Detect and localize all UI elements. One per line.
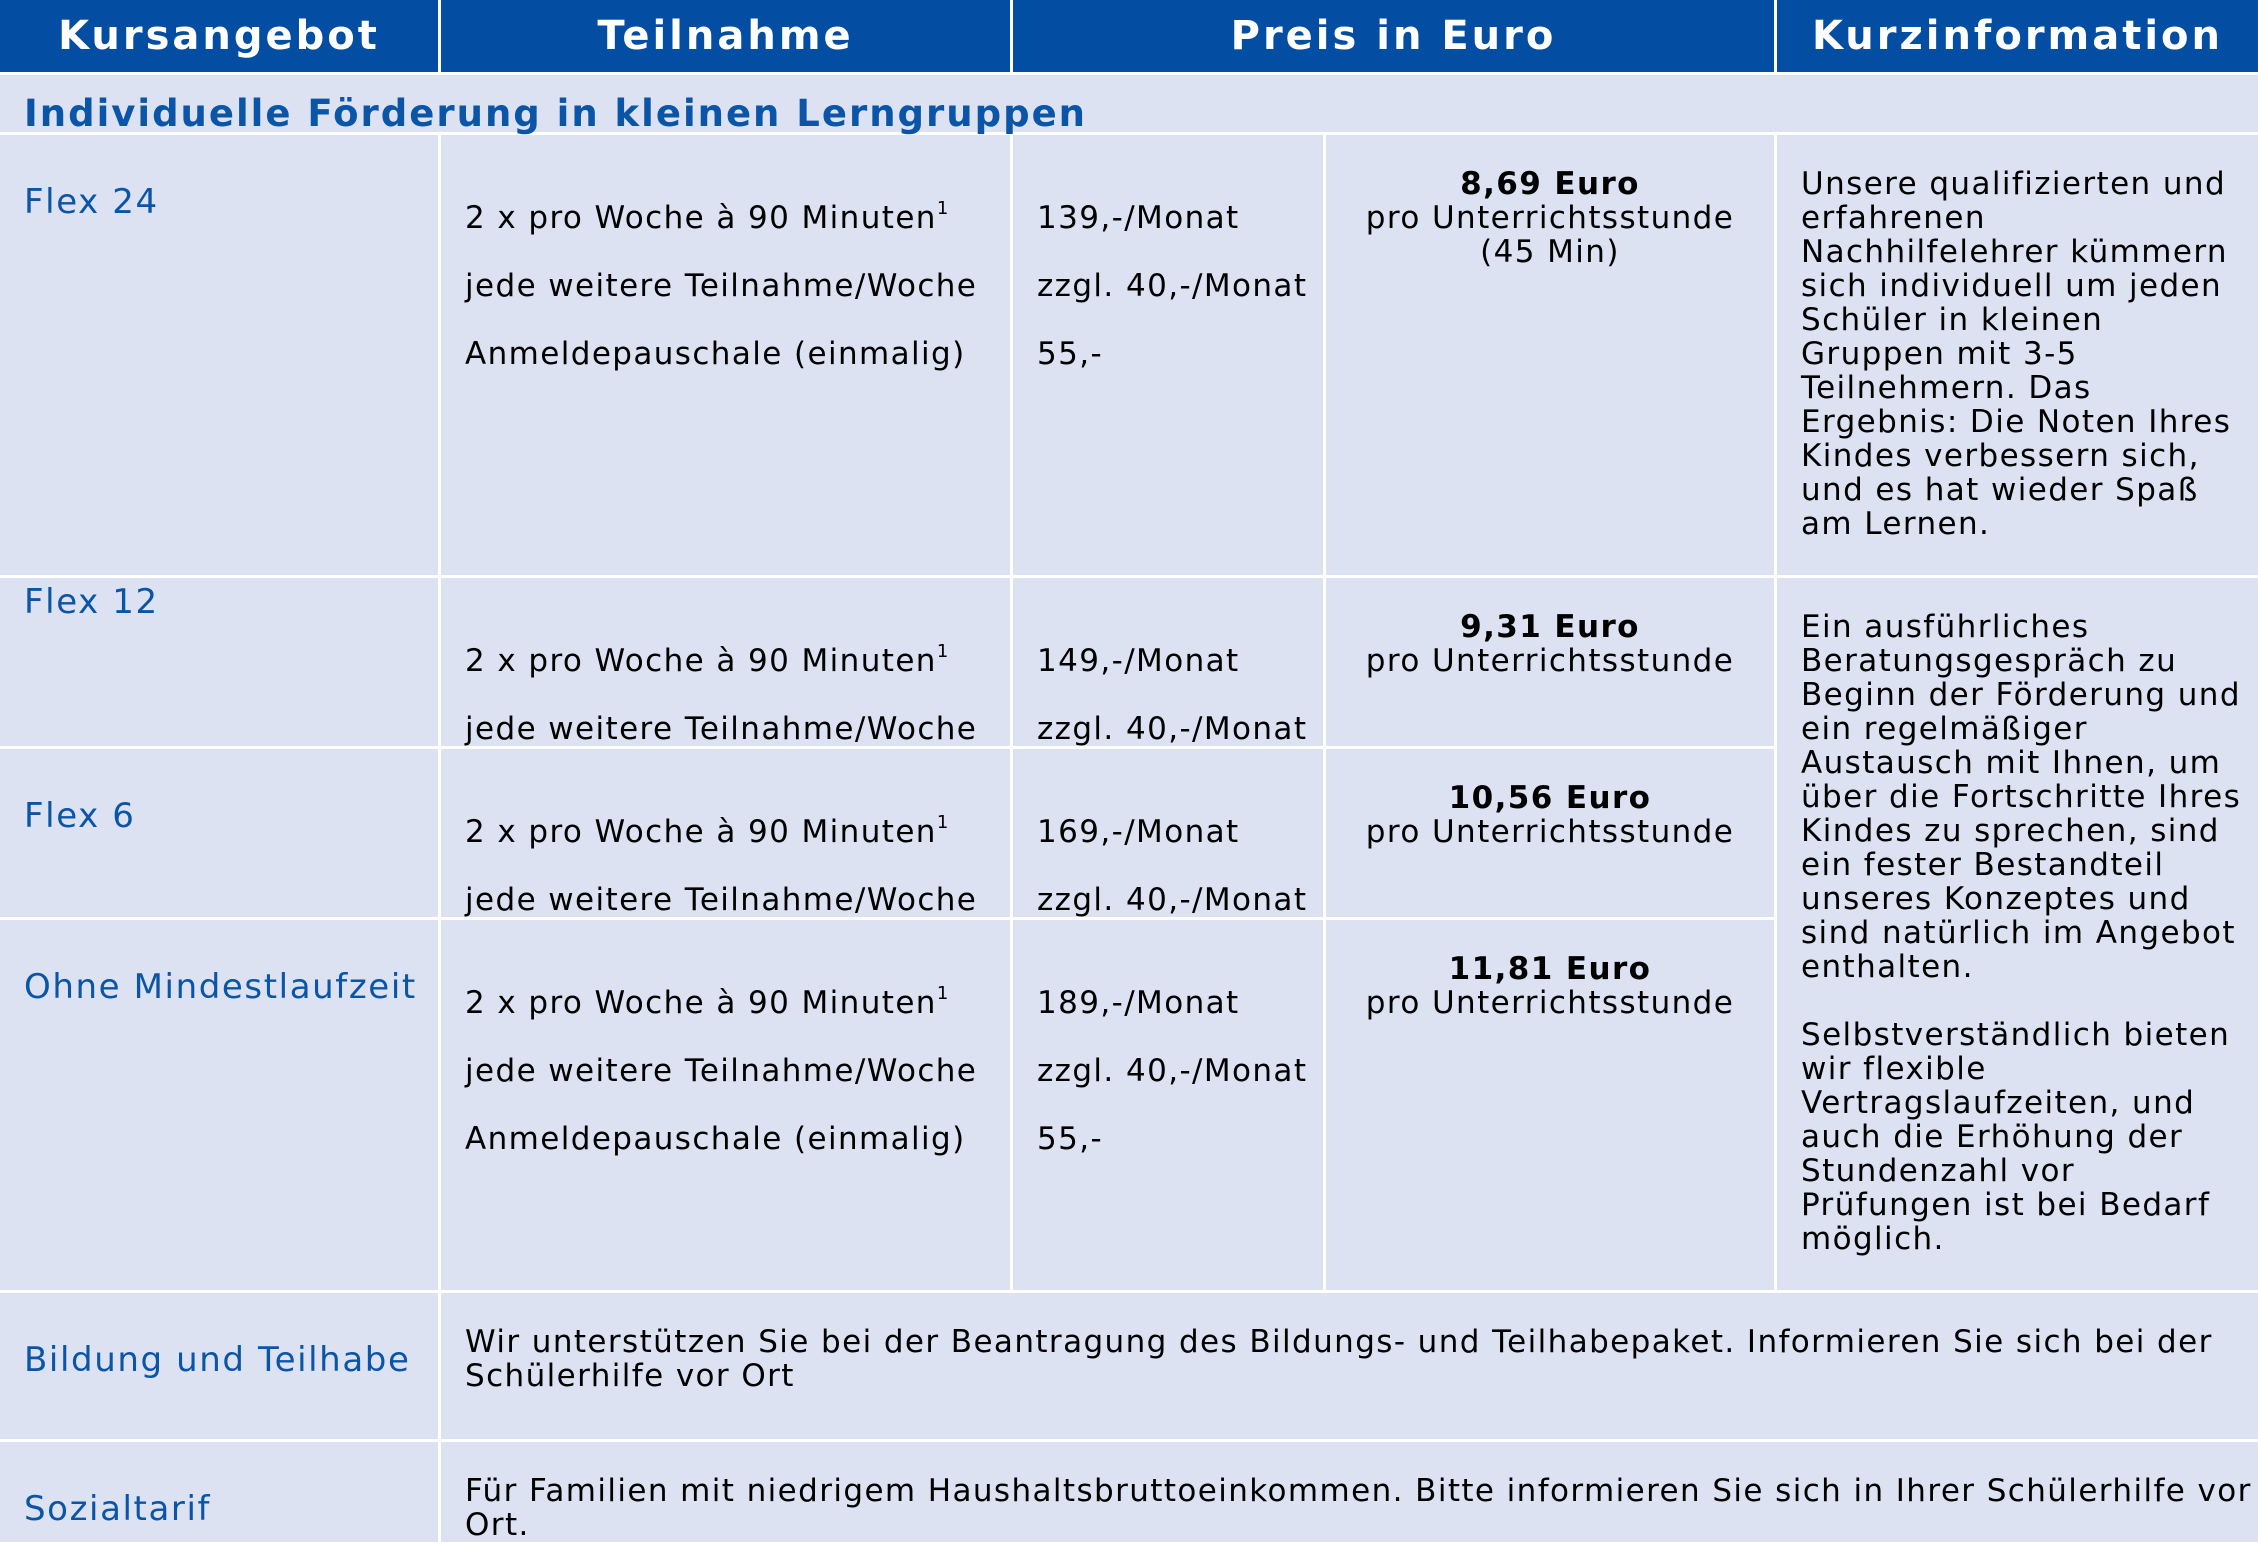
section-title: Individuelle Förderung in kleinen Lerngruppen xyxy=(0,75,2258,132)
header-kursangebot: Kursangebot xyxy=(0,0,438,72)
bildung-text: Wir unterstützen Sie bei der Beantragung des Bildungs- und Teilhabepaket. Informieren Sie sich bei der Schülerhilfe vor Ort xyxy=(441,1293,2258,1439)
price-cell: 149,-/Monat zzgl. 40,-/Monat xyxy=(1013,578,1323,746)
participation-cell: 2 x pro Woche à 90 Minuten$^1$ jede weitere Teilnahme/Woche Anmeldepauschale (einmalig) xyxy=(441,135,1010,575)
info-text-1: Unsere qualifizierten und erfahrenen Nachhilfelehrer kümmern sich individuell um jeden Schüler in kleinen Gruppen mit 3-5 Teilnehmern. Das Ergebnis: Die Noten Ihres Kindes verbessern sich, und es hat wieder Spaß am Lernen. xyxy=(1777,135,2258,575)
course-name-flex12: Flex 12 xyxy=(0,578,438,746)
price-cell: 189,-/Monat zzgl. 40,-/Monat 55,- xyxy=(1013,920,1323,1290)
bildung-label: Bildung und Teilhabe xyxy=(0,1293,438,1439)
price-cell: 169,-/Monat zzgl. 40,-/Monat xyxy=(1013,749,1323,917)
participation-cell: 2 x pro Woche à 90 Minuten$^1$ jede weitere Teilnahme/Woche xyxy=(441,578,1010,746)
sozial-label: Sozialtarif xyxy=(0,1442,438,1542)
course-name-flex6: Flex 6 xyxy=(0,749,438,917)
per-lesson-cell: 9,31 Euro pro Unterrichtsstunde xyxy=(1326,578,1774,746)
participation-cell: 2 x pro Woche à 90 Minuten$^1$ jede weitere Teilnahme/Woche Anmeldepauschale (einmalig) xyxy=(441,920,1010,1290)
course-name-ohne-mindestlaufzeit: Ohne Mindestlaufzeit xyxy=(0,920,438,1290)
price-cell: 139,-/Monat zzgl. 40,-/Monat 55,- xyxy=(1013,135,1323,575)
per-lesson-cell: 8,69 Euro pro Unterrichtsstunde (45 Min) xyxy=(1326,135,1774,575)
sozial-text: Für Familien mit niedrigem Haushaltsbruttoeinkommen. Bitte informieren Sie sich in Ihrer Schülerhilfe vor Ort. xyxy=(441,1442,2258,1542)
info-text-2: Ein ausführliches Beratungsgespräch zu Beginn der Förderung und ein regelmäßiger Austausch mit Ihnen, um über die Fortschritte Ihres Kindes zu sprechen, sind ein fester Bestandteil unseres Konzeptes und sind natürlich im Angebot enthalten. Selbstverständlich bieten wir flexible Vertragslaufzeiten, und auch die Erhöhung der Stundenzahl vor Prüfungen ist bei Bedarf möglich. xyxy=(1777,578,2258,1290)
course-name-flex24: Flex 24 xyxy=(0,135,438,575)
per-lesson-cell: 10,56 Euro pro Unterrichtsstunde xyxy=(1326,749,1774,917)
per-lesson-cell: 11,81 Euro pro Unterrichtsstunde xyxy=(1326,920,1774,1290)
header-kurzinformation: Kurzinformation xyxy=(1777,0,2258,72)
header-teilnahme: Teilnahme xyxy=(441,0,1010,72)
participation-cell: 2 x pro Woche à 90 Minuten$^1$ jede weitere Teilnahme/Woche xyxy=(441,749,1010,917)
header-preis: Preis in Euro xyxy=(1013,0,1774,72)
